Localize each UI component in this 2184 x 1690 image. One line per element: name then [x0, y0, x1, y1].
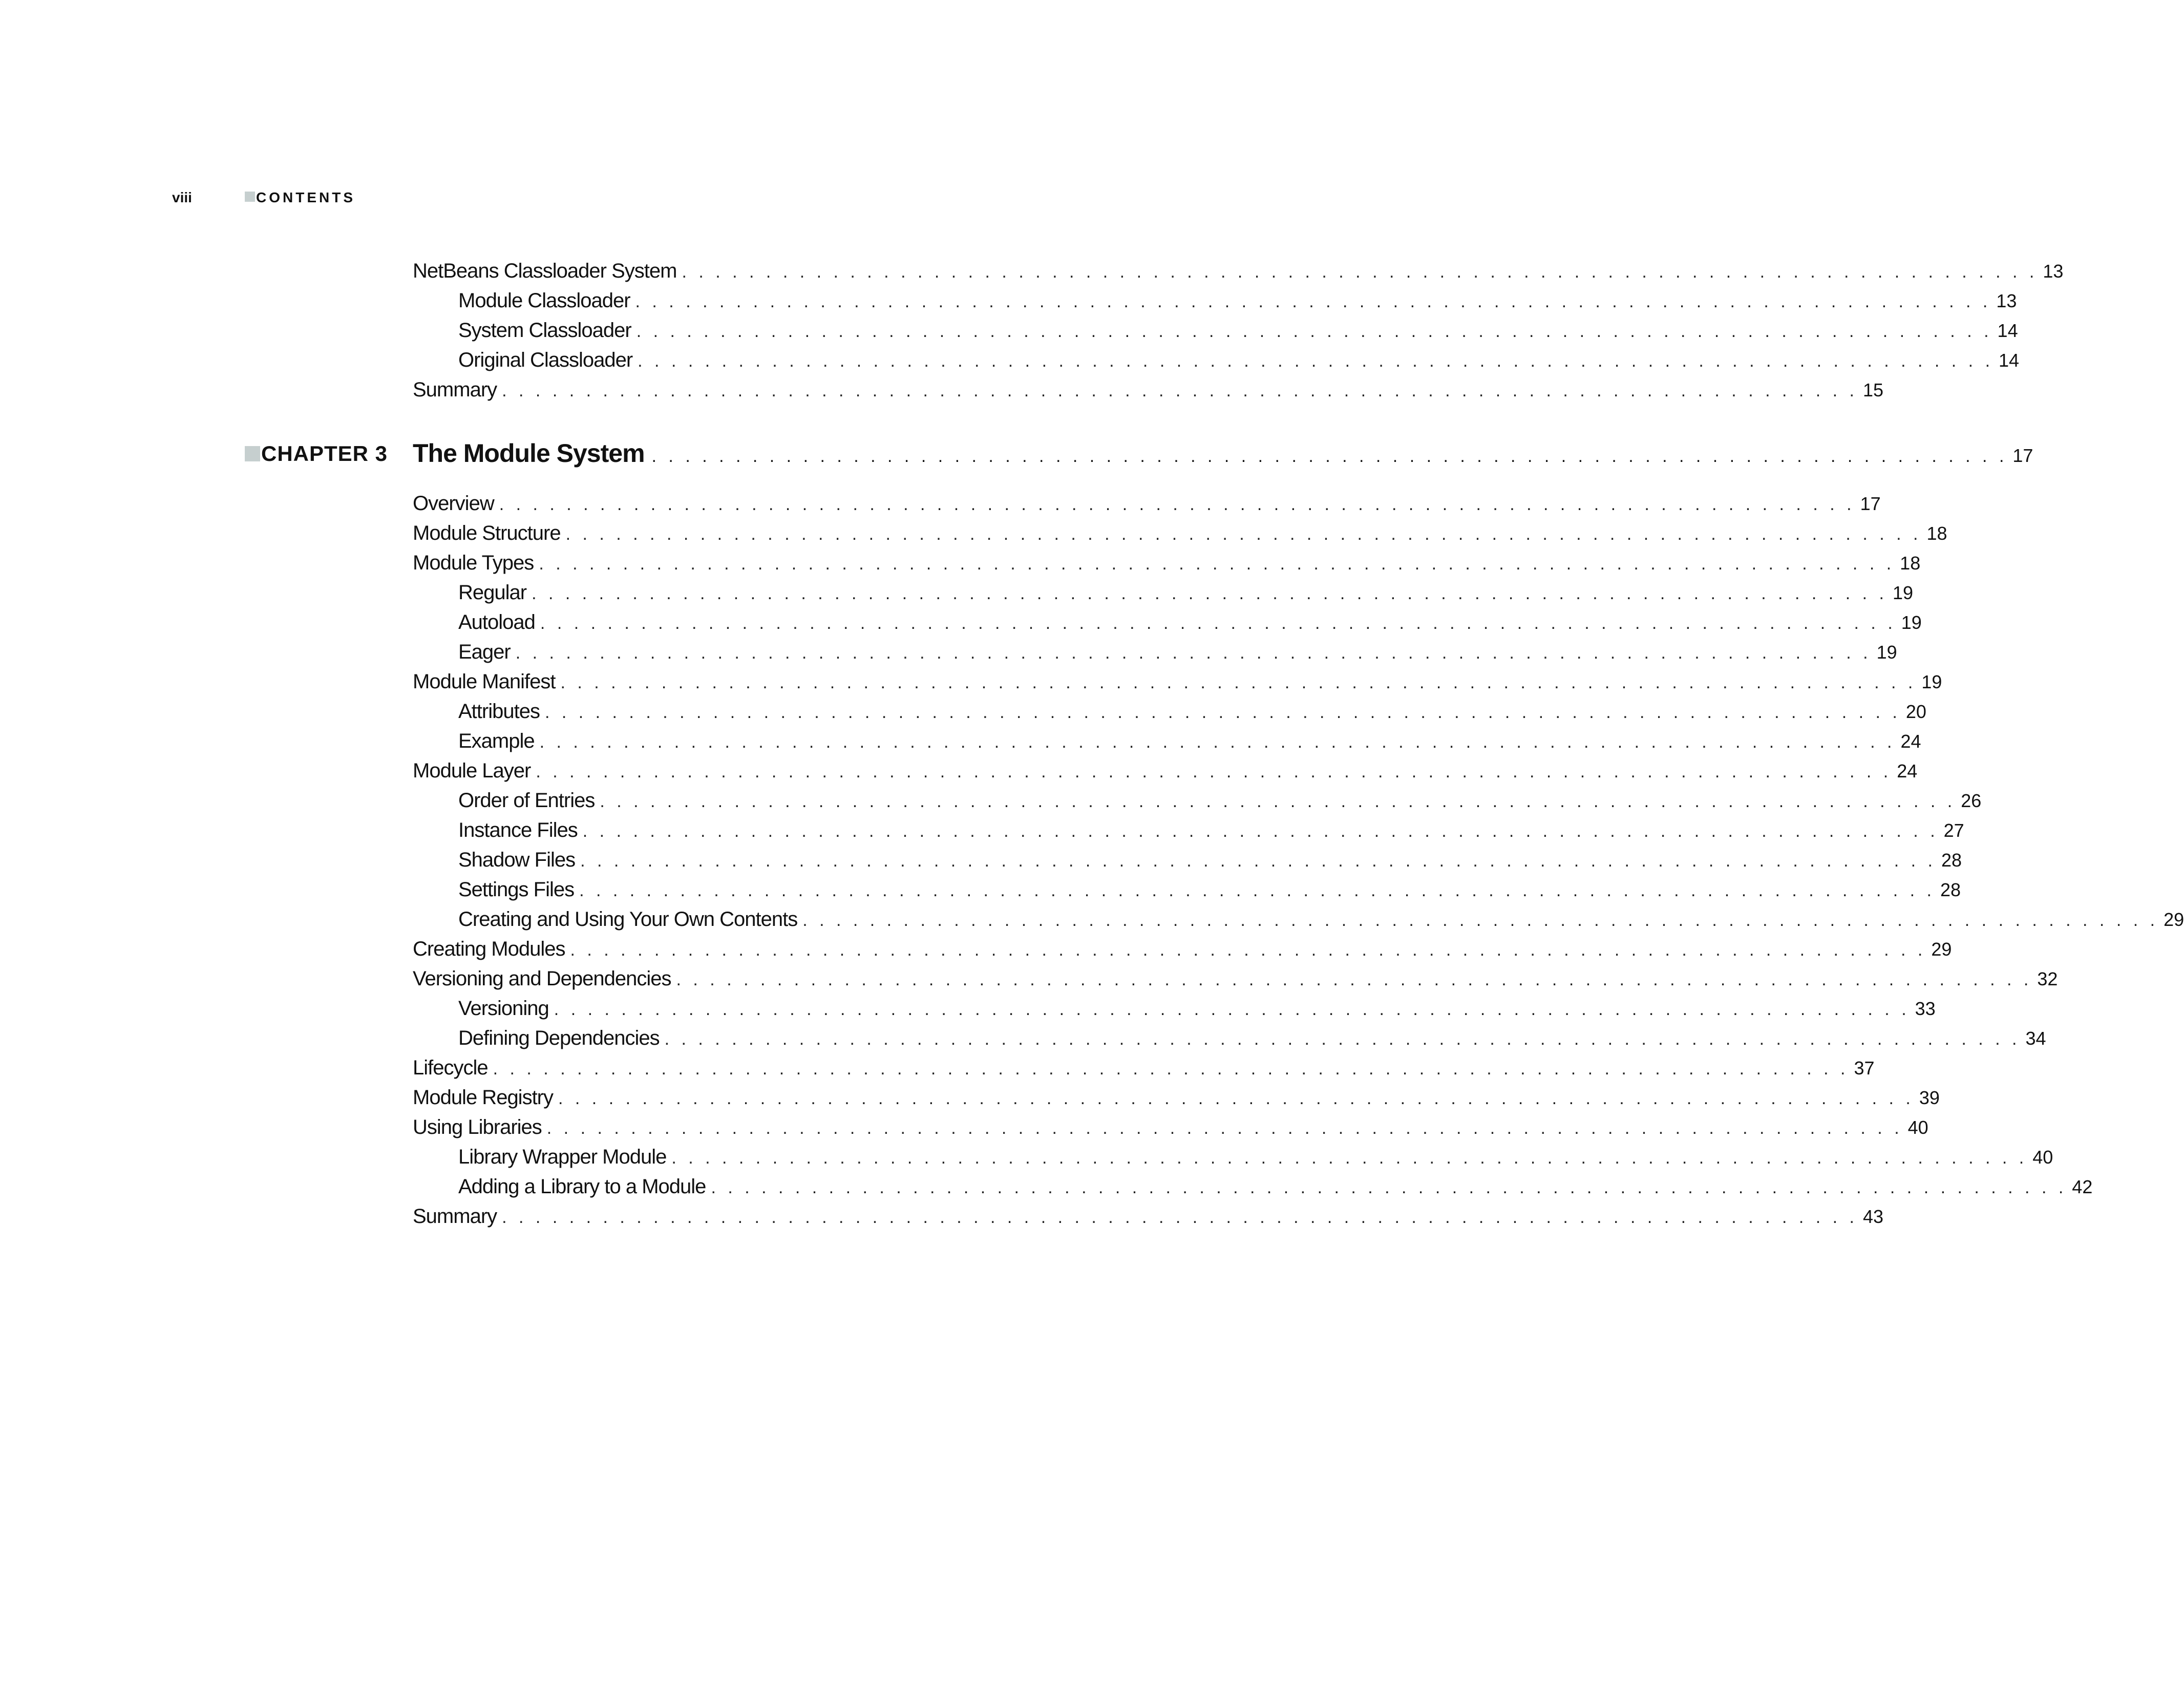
toc-entry[interactable]: [413, 1053, 1875, 1083]
toc-leader-dots: . . . . . . . . . . . . . . . . . . . . . . . . . . . . . . . . . . . . . . . . . . . . . . . . . . . . . . . . . . . . . . . . . . . . . . . . . . . . . . . . .: [502, 381, 1858, 400]
section-marker-icon: [245, 192, 255, 202]
toc-entry-title: System Classloader: [458, 315, 637, 345]
toc-leader-dots: . . . . . . . . . . . . . . . . . . . . . . . . . . . . . . . . . . . . . . . . . . . . . . . . . . . . . . . . . . . . . . . . . . . . . . . . . . . . . . . . .: [546, 1118, 1903, 1138]
toc-entry[interactable]: [413, 315, 2018, 345]
toc-entry-page: 13: [1996, 290, 2017, 311]
toc-leader-dots: . . . . . . . . . . . . . . . . . . . . . . . . . . . . . . . . . . . . . . . . . . . . . . . . . . . . . . . . . . . . . . . . . . . . . . . . . . . . . . . . .: [540, 614, 1896, 633]
toc-entry-page: 26: [1961, 790, 1982, 811]
toc-entry-page: 19: [1892, 582, 1913, 603]
toc-entry-page: 24: [1897, 760, 1918, 781]
toc-leader-dots: . . . . . . . . . . . . . . . . . . . . . . . . . . . . . . . . . . . . . . . . . . . . . . . . . . . . . . . . . . . . . . . . . . . . . . . . . . . . . . . . .: [711, 1178, 2067, 1197]
toc-leader-dots: . . . . . . . . . . . . . . . . . . . . . . . . . . . . . . . . . . . . . . . . . . . . . . . . . . . . . . . . . . . . . . . . . . . . . . . . . . . . . . . . .: [565, 524, 1922, 544]
toc-entry-page: 40: [1907, 1117, 1928, 1138]
toc-entry[interactable]: [413, 696, 1926, 726]
toc-entry-title: Using Libraries: [413, 1112, 547, 1142]
toc-entry-title: Lifecycle: [413, 1053, 493, 1083]
toc-entry[interactable]: [413, 345, 2020, 375]
toc-entry-page: 20: [1905, 701, 1926, 722]
toc-entry[interactable]: [413, 256, 2064, 286]
toc-entry-page: 39: [1919, 1087, 1940, 1108]
toc-entry-page: 29: [2164, 909, 2184, 930]
toc-entry-page: 14: [1999, 350, 2020, 371]
toc-entry-title: Settings Files: [458, 875, 579, 904]
chapter-page: 17: [2012, 445, 2033, 466]
toc-continued-section: [413, 256, 2064, 405]
toc-leader-dots: . . . . . . . . . . . . . . . . . . . . . . . . . . . . . . . . . . . . . . . . . . . . . . . . . . . . . . . . . . . . . . . . . . . . . . . . . . . . . . . . .: [636, 322, 1992, 341]
toc-entry-title: Defining Dependencies: [458, 1023, 665, 1053]
toc-leader-dots: . . . . . . . . . . . . . . . . . . . . . . . . . . . . . . . . . . . . . . . . . . . . . . . . . . . . . . . . . . . . . . . . . . . . . . . . . . . . . . . . .: [532, 584, 1888, 603]
toc-entry-page: 40: [2032, 1147, 2053, 1168]
toc-entry-page: 19: [1921, 671, 1942, 692]
toc-entry-page: 43: [1863, 1206, 1884, 1227]
toc-entry-title: Autoload: [458, 607, 540, 637]
toc-leader-dots: . . . . . . . . . . . . . . . . . . . . . . . . . . . . . . . . . . . . . . . . . . . . . . . . . . . . . . . . . . . . . . . . . . . . . . . . . . . . . . . . .: [554, 1000, 1910, 1019]
toc-leader-dots: . . . . . . . . . . . . . . . . . . . . . . . . . . . . . . . . . . . . . . . . . . . . . . . . . . . . . . . . . . . . . . . . . . . . . . . . . . . . . . . . .: [671, 1148, 2028, 1168]
toc-leader-dots: . . . . . . . . . . . . . . . . . . . . . . . . . . . . . . . . . . . . . . . . . . . . . . . . . . . . . . . . . . . . . . . . . . . . . . . . . . . . . . . . .: [539, 732, 1896, 752]
toc-entry-title: Order of Entries: [458, 786, 600, 815]
toc-leader-dots: . . . . . . . . . . . . . . . . . . . . . . . . . . . . . . . . . . . . . . . . . . . . . . . . . . . . . . . . . . . . . . . . . . . . . . . . . . . . . . . . .: [558, 1089, 1914, 1108]
toc-leader-dots: . . . . . . . . . . . . . . . . . . . . . . . . . . . . . . . . . . . . . . . . . . . . . . . . . . . . . . . . . . . . . . . . . . . . . . . . . . . . . . . . .: [651, 447, 2008, 466]
toc-leader-dots: . . . . . . . . . . . . . . . . . . . . . . . . . . . . . . . . . . . . . . . . . . . . . . . . . . . . . . . . . . . . . . . . . . . . . . . . . . . . . . . . .: [664, 1029, 2021, 1049]
toc-entry-page: 28: [1940, 879, 1961, 900]
toc-leader-dots: . . . . . . . . . . . . . . . . . . . . . . . . . . . . . . . . . . . . . . . . . . . . . . . . . . . . . . . . . . . . . . . . . . . . . . . . . . . . . . . . .: [560, 673, 1917, 692]
toc-entry-page: 17: [1860, 493, 1881, 514]
toc-leader-dots: . . . . . . . . . . . . . . . . . . . . . . . . . . . . . . . . . . . . . . . . . . . . . . . . . . . . . . . . . . . . . . . . . . . . . . . . . . . . . . . . .: [539, 554, 1895, 574]
toc-leader-dots: . . . . . . . . . . . . . . . . . . . . . . . . . . . . . . . . . . . . . . . . . . . . . . . . . . . . . . . . . . . . . . . . . . . . . . . . . . . . . . . . .: [579, 881, 1935, 900]
toc-entry-page: 15: [1863, 379, 1884, 400]
chapter-number: CHAPTER 3: [261, 441, 388, 466]
toc-entry-page: 18: [1926, 523, 1947, 544]
running-head-title: CONTENTS: [256, 189, 355, 205]
toc-entry-page: 19: [1901, 612, 1922, 633]
toc-entry[interactable]: [413, 845, 1962, 875]
toc-entry-page: 24: [1900, 731, 1921, 752]
page-number: viii: [172, 189, 192, 205]
toc-entry[interactable]: [413, 1112, 1928, 1142]
toc-entry-page: 27: [1943, 820, 1964, 841]
toc-entry-title: Instance Files: [458, 815, 583, 845]
toc-entry[interactable]: [413, 518, 1947, 548]
toc-entry-page: 32: [2037, 968, 2058, 989]
toc-entry-title: Summary: [413, 375, 502, 405]
toc-leader-dots: . . . . . . . . . . . . . . . . . . . . . . . . . . . . . . . . . . . . . . . . . . . . . . . . . . . . . . . . . . . . . . . . . . . . . . . . . . . . . . . . .: [580, 851, 1936, 871]
toc-entry[interactable]: [413, 875, 1961, 904]
toc-entry-title: Library Wrapper Module: [458, 1142, 671, 1172]
toc-leader-dots: . . . . . . . . . . . . . . . . . . . . . . . . . . . . . . . . . . . . . . . . . . . . . . . . . . . . . . . . . . . . . . . . . . . . . . . . . . . . . . . . .: [499, 495, 1855, 514]
toc-entry-title: Regular: [458, 578, 532, 607]
toc-entry[interactable]: [413, 786, 1982, 815]
chapter-heading[interactable]: [413, 435, 2033, 471]
toc-entry[interactable]: [413, 815, 1964, 845]
toc-entry-page: 42: [2072, 1176, 2093, 1197]
toc-entry[interactable]: [413, 1142, 2053, 1172]
toc-entry[interactable]: [413, 1083, 1940, 1112]
toc-entry-title: Versioning: [458, 994, 554, 1023]
toc-entry[interactable]: [413, 489, 1881, 518]
toc-entry-title: Adding a Library to a Module: [458, 1172, 711, 1201]
toc-entry-page: 18: [1900, 553, 1921, 574]
toc-entry-title: Shadow Files: [458, 845, 580, 875]
toc-chapter-section: [413, 489, 2184, 1231]
toc-entry-page: 33: [1915, 998, 1936, 1019]
toc-entry-title: Attributes: [458, 696, 545, 726]
toc-leader-dots: . . . . . . . . . . . . . . . . . . . . . . . . . . . . . . . . . . . . . . . . . . . . . . . . . . . . . . . . . . . . . . . . . . . . . . . . . . . . . . . . .: [635, 292, 1991, 311]
chapter-title: The Module System: [413, 439, 645, 468]
toc-leader-dots: . . . . . . . . . . . . . . . . . . . . . . . . . . . . . . . . . . . . . . . . . . . . . . . . . . . . . . . . . . . . . . . . . . . . . . . . . . . . . . . . .: [600, 792, 1956, 811]
toc-entry-page: 13: [2043, 261, 2064, 282]
toc-leader-dots: . . . . . . . . . . . . . . . . . . . . . . . . . . . . . . . . . . . . . . . . . . . . . . . . . . . . . . . . . . . . . . . . . . . . . . . . . . . . . . . . .: [582, 821, 1939, 841]
toc-entry-title: Summary: [413, 1201, 502, 1231]
toc-entry-title: NetBeans Classloader System: [413, 256, 682, 286]
toc-entry[interactable]: [413, 934, 1952, 964]
toc-entry[interactable]: [413, 286, 2017, 315]
toc-entry[interactable]: [413, 375, 1884, 405]
toc-entry[interactable]: [413, 1201, 1884, 1231]
toc-leader-dots: . . . . . . . . . . . . . . . . . . . . . . . . . . . . . . . . . . . . . . . . . . . . . . . . . . . . . . . . . . . . . . . . . . . . . . . . . . . . . . . . .: [676, 970, 2032, 989]
toc-entry[interactable]: [413, 607, 1922, 637]
toc-entry-title: Module Classloader: [458, 286, 635, 315]
toc-entry[interactable]: [413, 578, 1913, 607]
toc-entry-title: Module Registry: [413, 1083, 558, 1112]
toc-entry-title: Overview: [413, 489, 499, 518]
toc-entry-title: Example: [458, 726, 540, 756]
toc-entry[interactable]: [413, 994, 1936, 1023]
toc-entry-title: Original Classloader: [458, 345, 638, 375]
toc-leader-dots: . . . . . . . . . . . . . . . . . . . . . . . . . . . . . . . . . . . . . . . . . . . . . . . . . . . . . . . . . . . . . . . . . . . . . . . . . . . . . . . . .: [802, 911, 2159, 930]
toc-entry[interactable]: [413, 1023, 2046, 1053]
toc-entry-title: Creating and Using Your Own Contents: [458, 904, 802, 934]
toc-entry-page: 29: [1931, 939, 1952, 960]
toc-entry-page: 28: [1941, 850, 1962, 871]
toc-leader-dots: . . . . . . . . . . . . . . . . . . . . . . . . . . . . . . . . . . . . . . . . . . . . . . . . . . . . . . . . . . . . . . . . . . . . . . . . . . . . . . . . .: [515, 643, 1872, 663]
toc-entry[interactable]: [413, 667, 1942, 696]
toc-leader-dots: . . . . . . . . . . . . . . . . . . . . . . . . . . . . . . . . . . . . . . . . . . . . . . . . . . . . . . . . . . . . . . . . . . . . . . . . . . . . . . . . .: [493, 1059, 1849, 1079]
toc-entry-page: 14: [1997, 320, 2018, 341]
toc-entry[interactable]: [413, 726, 1921, 756]
toc-leader-dots: . . . . . . . . . . . . . . . . . . . . . . . . . . . . . . . . . . . . . . . . . . . . . . . . . . . . . . . . . . . . . . . . . . . . . . . . . . . . . . . . .: [682, 262, 2038, 282]
toc-entry-title: Module Structure: [413, 518, 566, 548]
running-head: [172, 187, 479, 208]
toc-leader-dots: . . . . . . . . . . . . . . . . . . . . . . . . . . . . . . . . . . . . . . . . . . . . . . . . . . . . . . . . . . . . . . . . . . . . . . . . . . . . . . . . .: [536, 762, 1892, 781]
toc-leader-dots: . . . . . . . . . . . . . . . . . . . . . . . . . . . . . . . . . . . . . . . . . . . . . . . . . . . . . . . . . . . . . . . . . . . . . . . . . . . . . . . . .: [638, 351, 1994, 371]
toc-leader-dots: . . . . . . . . . . . . . . . . . . . . . . . . . . . . . . . . . . . . . . . . . . . . . . . . . . . . . . . . . . . . . . . . . . . . . . . . . . . . . . . . .: [544, 703, 1901, 722]
toc-entry-page: 37: [1854, 1058, 1875, 1079]
toc-entry-title: Module Layer: [413, 756, 536, 786]
chapter-label: [245, 438, 388, 469]
toc-entry-page: 34: [2025, 1028, 2046, 1049]
toc-leader-dots: . . . . . . . . . . . . . . . . . . . . . . . . . . . . . . . . . . . . . . . . . . . . . . . . . . . . . . . . . . . . . . . . . . . . . . . . . . . . . . . . .: [502, 1208, 1858, 1227]
toc-entry-title: Module Types: [413, 548, 539, 578]
toc-entry-title: Module Manifest: [413, 667, 560, 696]
toc-entry-title: Versioning and Dependencies: [413, 964, 676, 994]
toc-entry-title: Eager: [458, 637, 516, 667]
toc-entry[interactable]: [413, 964, 2058, 994]
toc-leader-dots: . . . . . . . . . . . . . . . . . . . . . . . . . . . . . . . . . . . . . . . . . . . . . . . . . . . . . . . . . . . . . . . . . . . . . . . . . . . . . . . . .: [570, 940, 1926, 960]
toc-entry[interactable]: [413, 637, 1897, 667]
toc-entry[interactable]: [413, 756, 1918, 786]
chapter-marker-icon: [245, 446, 260, 461]
toc-entry-page: 19: [1876, 642, 1897, 663]
toc-entry-title: Creating Modules: [413, 934, 570, 964]
toc-entry[interactable]: [413, 1172, 2093, 1201]
toc-entry[interactable]: [413, 904, 2184, 934]
toc-entry[interactable]: [413, 548, 1921, 578]
